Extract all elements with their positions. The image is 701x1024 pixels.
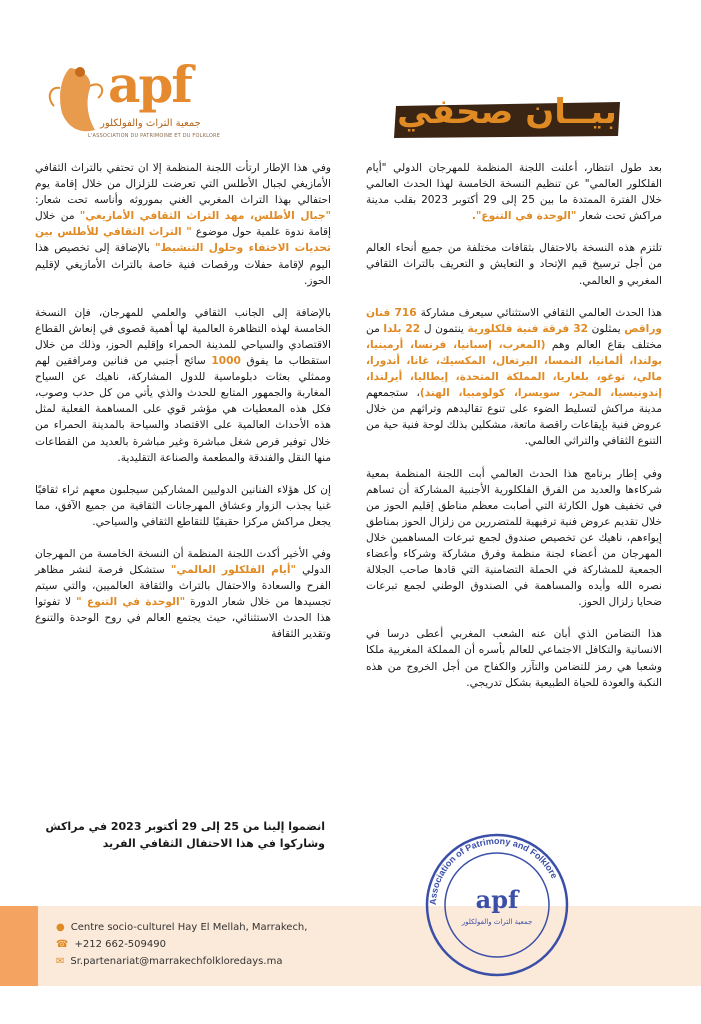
location-pin-icon: ● (56, 922, 65, 933)
paragraph: هذا الحدث العالمي الثقافي الاستثنائي سيعرف مشاركة 716 فنان وراقص يمثلون 32 فرقة فنية فلكلورية ينتمون ل 22 بلدا من مختلف بقاع العالم وهم (المغرب، إسبانيا، فرنسا، أرمينيا، بولندا، ألمانيا، النمسا، البرتغال، المكسيك، غانا، أندورا، مالي، توغو، بلغاريا، المملكة المتحدة، إيطاليا، أيرلندا، إندونيسيا، المجر، سويسرا، كولومبيا، الهند)، ستجمعهم مدينة مراكش لتسليط الضوء على تنوع تقاليدهم وتراثهم من خلال عروض فنية بإيقاعات راقصة ماتعة، مشكلين بذلك لوحة فنية حية من التنوع الثقافي والتراثي العالمي. (366, 306, 663, 448)
highlight: 1000 (211, 355, 241, 368)
highlight: "أيام الفلكلور العالمي" (170, 564, 297, 577)
highlight: 22 بلدا (383, 322, 421, 335)
stamp-center: apf (475, 885, 519, 914)
highlight: "الوحدة في التنوع". (471, 210, 577, 223)
page-title: بيــان صحفي (397, 92, 617, 132)
left-column (35, 160, 331, 659)
logo-french: L'ASSOCIATION DU PATRIMOINE ET DU FOLKLORE (88, 133, 221, 139)
association-stamp-icon (424, 832, 570, 978)
highlight: " التراث الثقافي للأطلس بين تحديات الاختفاء وحلول التنشيط" (35, 226, 331, 255)
logo-arabic: جمعية التراث والفولكلور (100, 118, 201, 129)
paragraph: تلتزم هذه النسخة بالاحتفال بثقافات مختلفة من جميع أنحاء العالم من أجل ترسيخ قيم الإتحاد و التعايش و التعريف بالتراث الثقافي المغربي و العالمي. (366, 242, 662, 287)
highlight: 32 فرقة فنية فلكلورية (467, 322, 588, 335)
footer-phone[interactable]: ☎ +212 662-509490 (56, 939, 166, 950)
closing-line: وشاركوا في هذا الاحتفال الثقافي الفريد (102, 837, 325, 850)
footer-accent (0, 906, 38, 986)
highlight: (المغرب، إسبانيا، فرنسا، أرمينيا، بولندا، ألمانيا، النمسا، البرتغال، المكسيك، غانا، أندورا، مالي، توغو، بلغاريا، المملكة المتحدة، إيطاليا، أيرلندا، إندونيسيا، المجر، سويسرا، كولومبيا، الهند) (366, 338, 662, 400)
paragraph: وفي الأخير أكدت اللجنة المنظمة أن النسخة الخامسة من المهرجان الدولي "أيام الفلكلور العالمي" ستشكل فرصة لنشر مظاهر الفرح والسعادة والاحتفال بالتراث والثقافة العالميين، والتي سيتم تجسيدها من خلال شعار الدورة "الوحدة في التنوع " لا تفوتوا هذا الحدث الاستثنائي، حيث يجتمع العالم في روح الوحدة والتنوع وتقدير الثقافة (35, 547, 332, 641)
paragraph: بعد طول انتظار، أعلنت اللجنة المنظمة للمهرجان الدولي "أيام الفلكلور العالمي" عن تنظيم النسخة الخامسة لهذا الحدث العالمي خلال الفترة الممتدة ما بين 25 إلى 29 أكتوبر 2023 بقلب مدينة مراكش تحت شعار "الوحدة في التنوع". (366, 162, 662, 223)
footer-address: ● Centre socio-culturel Hay El Mellah, Marrakech, (56, 922, 308, 933)
mail-icon: ✉ (56, 956, 65, 967)
logo-text: apf (108, 55, 191, 114)
closing-line: انضموا إلينا من 25 إلى 29 أكتوبر 2023 في مراكش (45, 820, 325, 833)
highlight: 716 فنان وراقص (366, 306, 663, 335)
stamp-ring-text: Association of Patrimony and Folklore (427, 835, 560, 906)
paragraph: وفي إطار برنامج هذا الحدث العالمي أبت اللجنة المنظمة بمعية شركاءها والعديد من الفرق الفلكلورية الأجنبية المشاركة أن تساهم في تخفيف هول الكارثة التي أصابت معظم مناطق إقليم الحوز من خلال تقديم عروض فنية ترفيهية للمتضررين من زلزال الحوز بمناطق إيواءهم، ناهيك عن تخصيص صندوق لجمع تبرعات المساهمين خلال المهرجان من أعضاء لجنة منظمة وفرق مشاركة وشركاء وأعضاء الجمعية للمشاركة في الحملة التضامنية التي قادها صاحب الجلالة نصره الله وأيده والمساهمة في الصندوق الوطني لجمع تبرعات ضحايا زلزال الحوز. (366, 467, 662, 609)
paragraph: إن كل هؤلاء الفنانين الدوليين المشاركين سيجلبون معهم ثراء ثقافيًا غنيا يجذب الزوار وعشاق المهرجانات الثقافية من جميع الآفق، مما يجعل مراكش مركزا حقيقيًا للتقاطع الثقافي والسياحي. (35, 483, 331, 528)
footer-email[interactable]: ✉ Sr.partenariat@marrakechfolkloredays.ma (56, 956, 283, 967)
highlight: "الوحدة في التنوع " (76, 596, 186, 609)
right-column (366, 160, 662, 707)
paragraph: وفي هذا الإطار ارتأت اللجنة المنظمة إلا ان تحتفي بالتراث الثقافي الأمازيغي لجبال الأطلس التي تعرضت للزلزال من خلال إقامة يوم احتفالي بهذا التراث المغربي الغني بموروثه وأناسه تحت شعار: "جبال الأطلس، مهد التراث الثقافي الأمازيغي" من خلال إقامة ندوة علمية حول موضوع " التراث الثقافي للأطلس بين تحديات الاختفاء وحلول التنشيط" بالإضافة إلى تخصيص هذا اليوم لإقامة حفلات ورقصات فنية خاصة بالتراث الأمازيغي لإقليم الحوز. (35, 162, 331, 287)
stamp-arabic: جمعية التراث والفولكلور (461, 918, 533, 926)
paragraph: هذا التضامن الذي أبان عنه الشعب المغربي أعطى درسا في الانسانية والتكافل الاجتماعي للعالم بأسره أن المملكة المغربية ملكا وشعبا هي رمز للتضامن والتآزر والكفاح من أجل الخروج من هذه النكبة والعودة للحياة الطبيعية بشكل تدريجي. (366, 628, 662, 689)
closing-statement (35, 818, 325, 852)
paragraph: بالإضافة إلى الجانب الثقافي والعلمي للمهرجان، فإن النسخة الخامسة لهذه التظاهرة العالمية لها أهمية قصوى في إنعاش القطاع الاقتصادي والسياحي للمدينة الحمراء وإقليم الحوز، وذلك من خلال استقطاب ما يفوق 1000 سائح أجنبي من فنانين ومرافقين لهم وممثلي بعثات دبلوماسية للدول المشاركة، ناهيك عن السياح المغاربة والجمهور المتابع للحدث والذي يأتي من كل حدب وصوب، فكل هذه المعطيات هي مؤشر قوي على المساهمة الفعلية لمثل هذه الأحداث العالمية على الاقتصاد والسياحة بالمدينة الحمراء من خلال توفير فرص شغل مباشرة وغير مباشرة بالعديد من القطاعات منها النقل والفندقة والمطعمة والصناعة التقليدية. (35, 306, 331, 464)
phone-icon: ☎ (56, 939, 69, 950)
highlight: "جبال الأطلس، مهد التراث الثقافي الأمازيغي" (79, 210, 331, 223)
